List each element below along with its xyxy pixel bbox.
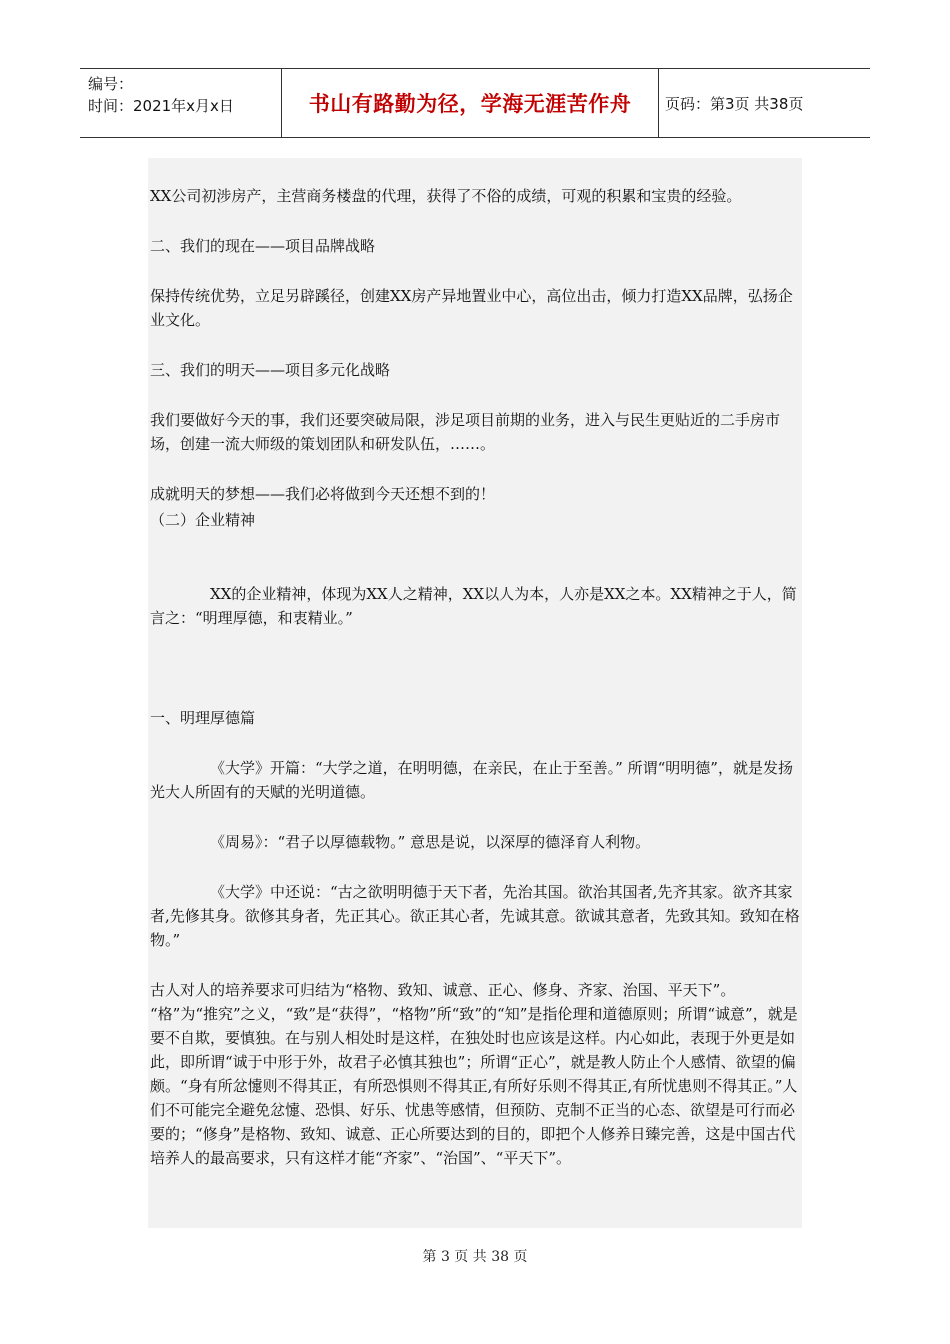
paragraph: 保持传统优势，立足另辟蹊径，创建XX房产异地置业中心，高位出击，倾力打造XX品牌，弘扬企业文化。 (150, 287, 793, 329)
header-meta (80, 69, 282, 137)
paragraph: 我们要做好今天的事，我们还要突破局限，涉足项目前期的业务，进入与民生更贴近的二手房市场，创建一流大师级的策划团队和研发队伍，……。 (150, 411, 781, 453)
header-page-info: 页码：第3页 共38页 (665, 94, 804, 113)
section-heading: 一、明理厚德篇 (150, 709, 256, 727)
paragraph: 《大学》中还说：“古之欲明明德于天下者，先治其国。欲治其国者,先齐其家。欲齐其家者,先修其身。欲修其身者，先正其心。欲正其心者，先诚其意。欲诚其意者，先致其知。致知在格物。” (150, 883, 800, 949)
doc-date-label: 时间：2021年x月x日 (88, 97, 234, 115)
paragraph: XX公司初涉房产，主营商务楼盘的代理，获得了不俗的成绩，可观的积累和宝贵的经验。 (150, 187, 742, 205)
section-heading: 三、我们的明天——项目多元化战略 (150, 361, 391, 379)
page-footer: 第 3 页 共 38 页 (422, 1249, 528, 1265)
section-heading: 二、我们的现在——项目品牌战略 (150, 237, 376, 255)
header-motto: 书山有路勤为径，学海无涯苦作舟 (282, 69, 659, 137)
page-header (80, 68, 870, 138)
paragraph: XX的企业精神，体现为XX人之精神，XX以人为本，人亦是XX之本。XX精神之于人，简言之：“明理厚德，和衷精业。” (150, 585, 797, 627)
paragraph: 古人对人的培养要求可归结为“格物、致知、诚意、正心、修身、齐家、治国、平天下”。 “格”为“推究”之义，“致”是“获得”，“格物”所“致”的“知”是指伦理和道德原则；所谓“诚意”，就是要不自欺，要慎独。在与别人相处时是这样，在独处时也应该是这样。内心如此，表现于外更是如此，即所谓“诚于中形于外，故君子必慎其独也”；所谓“正心”，就是教人防止个人感情、欲望的偏颇。“身有所忿懥则不得其正，有所恐惧则不得其正,有所好乐则不得其正,有所忧患则不得其正。”人们不可能完全避免忿懥、恐惧、好乐、忧患等感情，但预防、克制不正当的心态、欲望是可行而必要的；“修身”是格物、致知、诚意、正心所要达到的目的，即把个人修养日臻完善，这是中国古代培养人的最高要求，只有这样才能“齐家”、“治国”、“平天下”。 (150, 981, 798, 1167)
paragraph: 《大学》开篇：“大学之道，在明明德，在亲民，在止于至善。” 所谓“明明德”，就是发扬光大人所固有的天赋的光明道德。 (150, 759, 793, 801)
paragraph: 《周易》：“君子以厚德载物。” 意思是说，以深厚的德泽育人利物。 (210, 833, 651, 851)
paragraph: 成就明天的梦想——我们必将做到今天还想不到的！ (150, 485, 496, 503)
section-heading: （二）企业精神 (150, 511, 256, 529)
document-body (148, 158, 802, 1228)
doc-number-label: 编号： (88, 75, 134, 93)
